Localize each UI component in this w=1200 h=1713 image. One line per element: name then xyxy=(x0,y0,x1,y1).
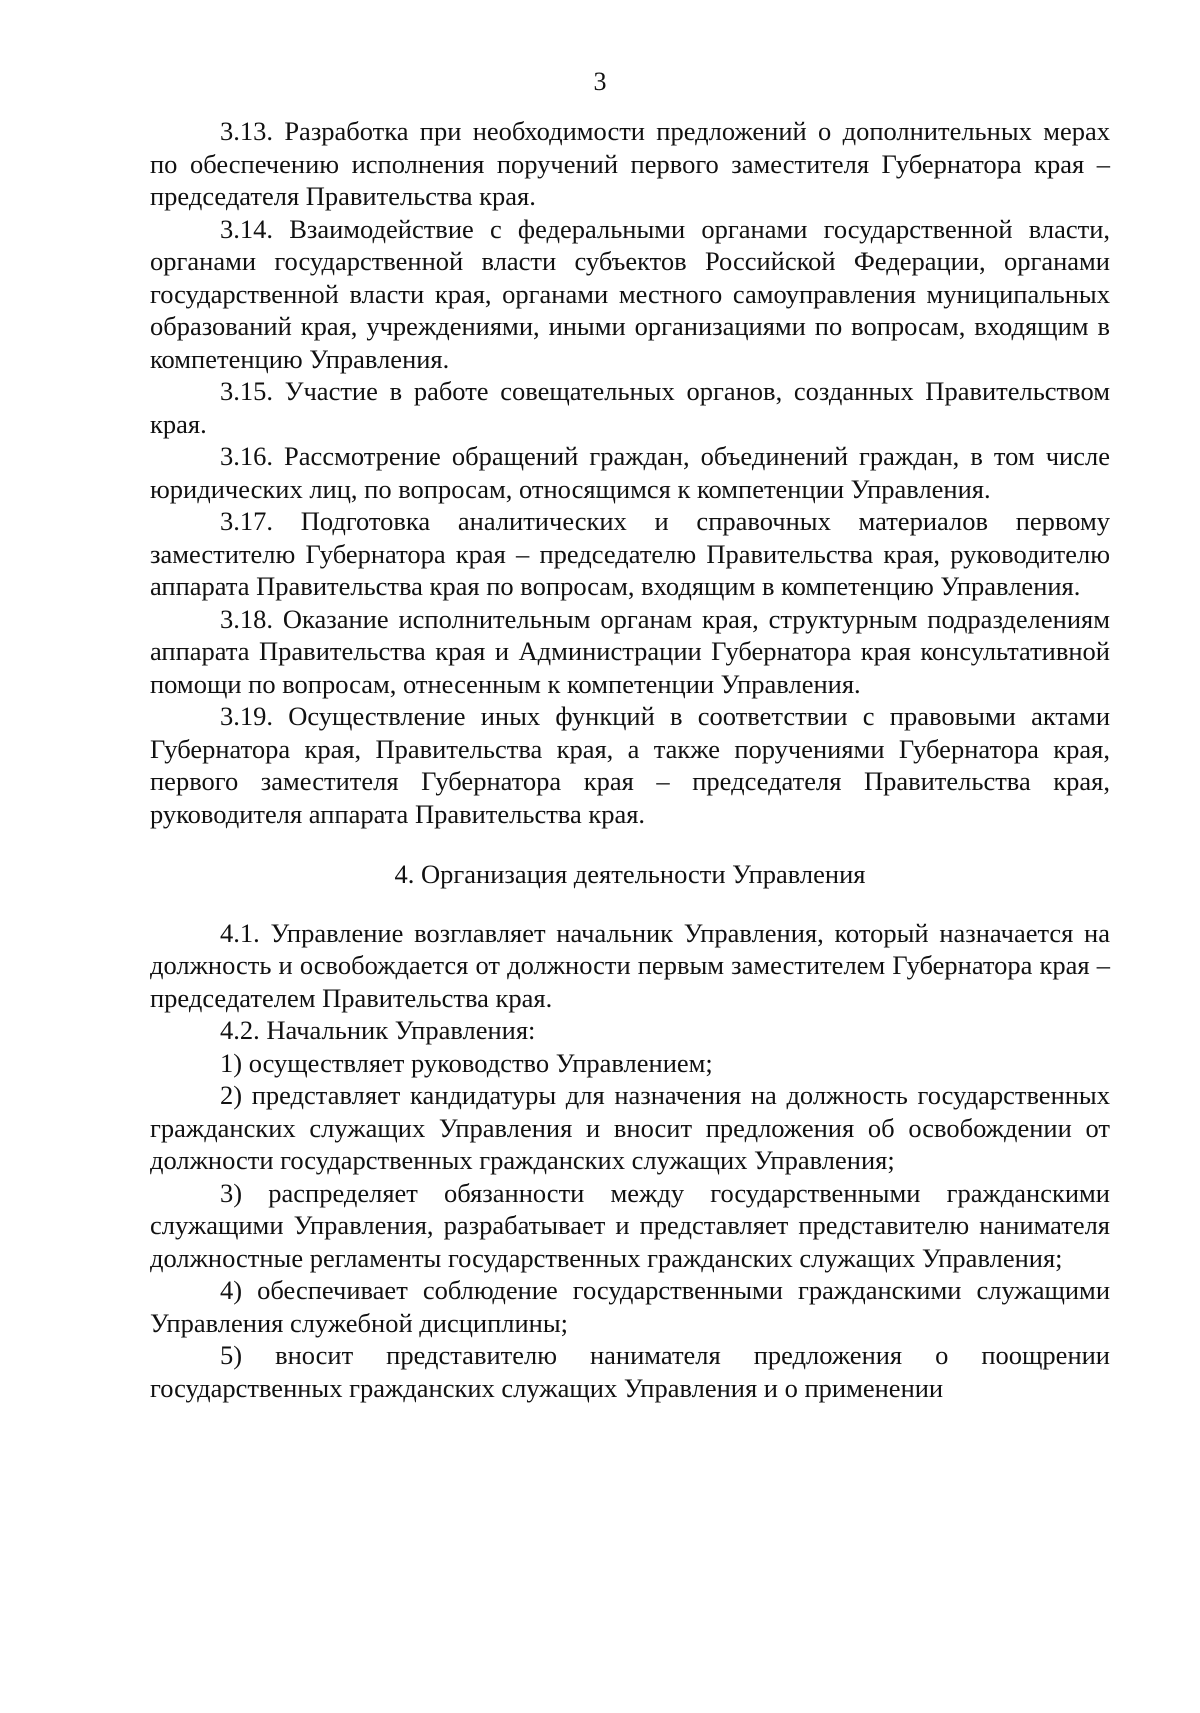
section-heading: 4. Организация деятельности Управления xyxy=(394,859,866,889)
paragraph-3-16: 3.16. Рассмотрение обращений граждан, объединений граждан, в том числе юридических лиц, по вопросам, относящимся к компетенции Управления. xyxy=(150,441,1110,504)
list-item-2: 2) представляет кандидатуры для назначения на должность государственных гражданских служащих Управления и вносит предложения об освобождении от должности государственных гражданских служащих Управления; xyxy=(150,1080,1110,1175)
list-item-1: 1) осуществляет руководство Управлением; xyxy=(220,1047,713,1078)
paragraph-3-13: 3.13. Разработка при необходимости предложений о дополнительных мерах по обеспечению исполнения поручений первого заместителя Губернатора края – председателя Правительства края. xyxy=(150,116,1110,211)
document-body xyxy=(150,115,1110,1404)
paragraph-3-17: 3.17. Подготовка аналитических и справочных материалов первому заместителю Губернатора края – председателю Правительства края, руководителю аппарата Правительства края по вопросам, входящим в компетенцию Управления. xyxy=(150,506,1110,601)
list-item-4: 4) обеспечивает соблюдение государственными гражданскими служащими Управления служебной дисциплины; xyxy=(150,1275,1110,1338)
paragraph-4-1: 4.1. Управление возглавляет начальник Управления, который назначается на должность и освобождается от должности первым заместителем Губернатора края – председателем Правительства края. xyxy=(150,917,1110,1013)
paragraph-3-19: 3.19. Осуществление иных функций в соответствии с правовыми актами Губернатора края, Правительства края, а также поручениями Губернатора края, первого заместителя Губернатора края – председателя Правительства края, руководителя аппарата Правительства края. xyxy=(150,701,1110,829)
list-item-3: 3) распределяет обязанности между государственными гражданскими служащими Управления, разрабатывает и представляет представителю нанимателя должностные регламенты государственных гражданских служащих Управления; xyxy=(150,1177,1110,1273)
paragraph-3-15: 3.15. Участие в работе совещательных органов, созданных Правительством края. xyxy=(150,376,1110,439)
paragraph-3-14: 3.14. Взаимодействие с федеральными органами государственной власти, органами государственной власти субъектов Российской Федерации, органами государственной власти края, органами местного самоуправления муниципальных образований края, учреждениями, иными организациями по вопросам, входящим в компетенцию Управления. xyxy=(150,213,1110,374)
list-item-5: 5) вносит представителю нанимателя предложения о поощрении государственных гражданских служащих Управления и о применении xyxy=(150,1340,1110,1403)
paragraph-3-18: 3.18. Оказание исполнительным органам края, структурным подразделениям аппарата Правительства края и Администрации Губернатора края консультативной помощи по вопросам, отнесенным к компетенции Управления. xyxy=(150,603,1110,699)
paragraph-4-2: 4.2. Начальник Управления: xyxy=(220,1015,536,1045)
page-number: 3 xyxy=(593,67,607,96)
